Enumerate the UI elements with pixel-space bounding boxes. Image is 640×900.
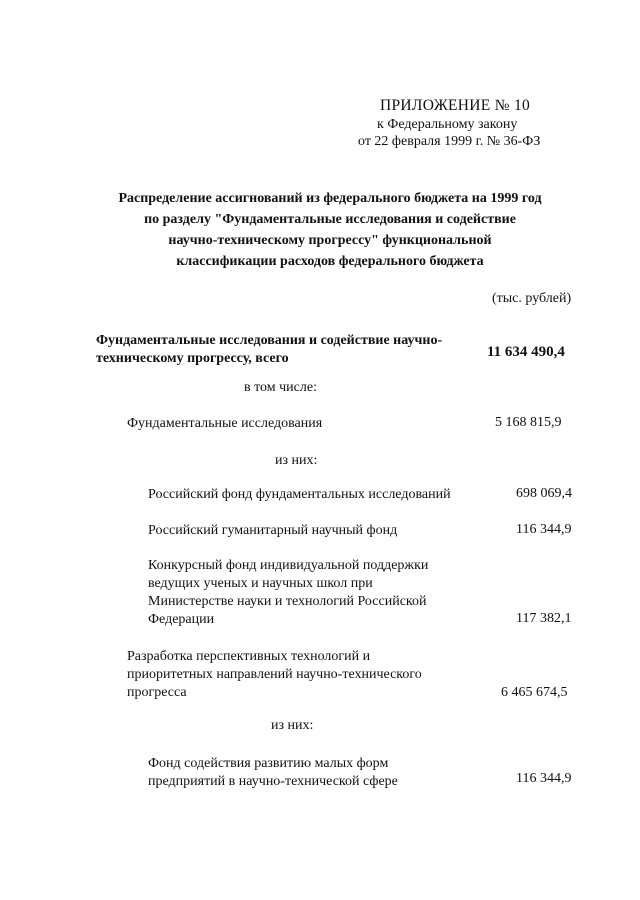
- rgnf-value: 116 344,9: [516, 522, 572, 537]
- development-label: [127, 648, 464, 702]
- total-label-line: Фундаментальные исследования и содействие научно-: [96, 333, 443, 348]
- competitive-fund-label: [148, 557, 464, 629]
- title-line: классификации расходов федерального бюджета: [176, 254, 484, 269]
- rgnf-label: Российский гуманитарный научный фонд: [148, 523, 398, 538]
- total-value: 11 634 490,4: [487, 344, 565, 360]
- annex-title: ПРИЛОЖЕНИЕ № 10: [380, 97, 531, 114]
- rffi-label: Российский фонд фундаментальных исследований: [148, 487, 451, 502]
- title-line: по разделу "Фундаментальные исследования и содействие: [144, 212, 516, 227]
- units-label: (тыс. рублей): [492, 291, 572, 306]
- competitive-fund-label-line: Конкурсный фонд индивидуальной поддержки: [148, 558, 429, 573]
- small-business-fund-value: 116 344,9: [516, 771, 572, 786]
- document-title: [60, 188, 600, 272]
- development-label-line: прогресса: [127, 685, 187, 700]
- annex-law-reference: к Федеральному закону: [377, 117, 518, 132]
- fundamental-value: 5 168 815,9: [495, 415, 562, 430]
- rffi-value: 698 069,4: [516, 486, 572, 501]
- competitive-fund-label-line: ведущих ученых и научных школ при: [148, 576, 373, 591]
- in-that-number-label: в том числе:: [244, 380, 317, 395]
- total-label-line: техническому прогрессу, всего: [96, 351, 289, 366]
- of-them-label: из них:: [271, 718, 314, 733]
- small-business-fund-label: [148, 755, 464, 791]
- development-value: 6 465 674,5: [501, 685, 568, 700]
- development-label-line: приоритетных направлений научно-технического: [127, 667, 422, 682]
- of-them-label: из них:: [275, 453, 318, 468]
- title-line: научно-техническому прогрессу" функциональной: [168, 233, 492, 248]
- competitive-fund-value: 117 382,1: [516, 611, 572, 626]
- total-label: [96, 332, 456, 368]
- competitive-fund-label-line: Федерации: [148, 612, 215, 627]
- small-business-fund-label-line: Фонд содействия развитию малых форм: [148, 756, 389, 771]
- fundamental-label: Фундаментальные исследования: [127, 416, 323, 431]
- competitive-fund-label-line: Министерстве науки и технологий Российской: [148, 594, 427, 609]
- development-label-line: Разработка перспективных технологий и: [127, 649, 371, 664]
- annex-law-date: от 22 февраля 1999 г. № 36-ФЗ: [358, 134, 541, 149]
- small-business-fund-label-line: предприятий в научно-технической сфере: [148, 774, 398, 789]
- title-line: Распределение ассигнований из федерального бюджета на 1999 год: [118, 191, 542, 206]
